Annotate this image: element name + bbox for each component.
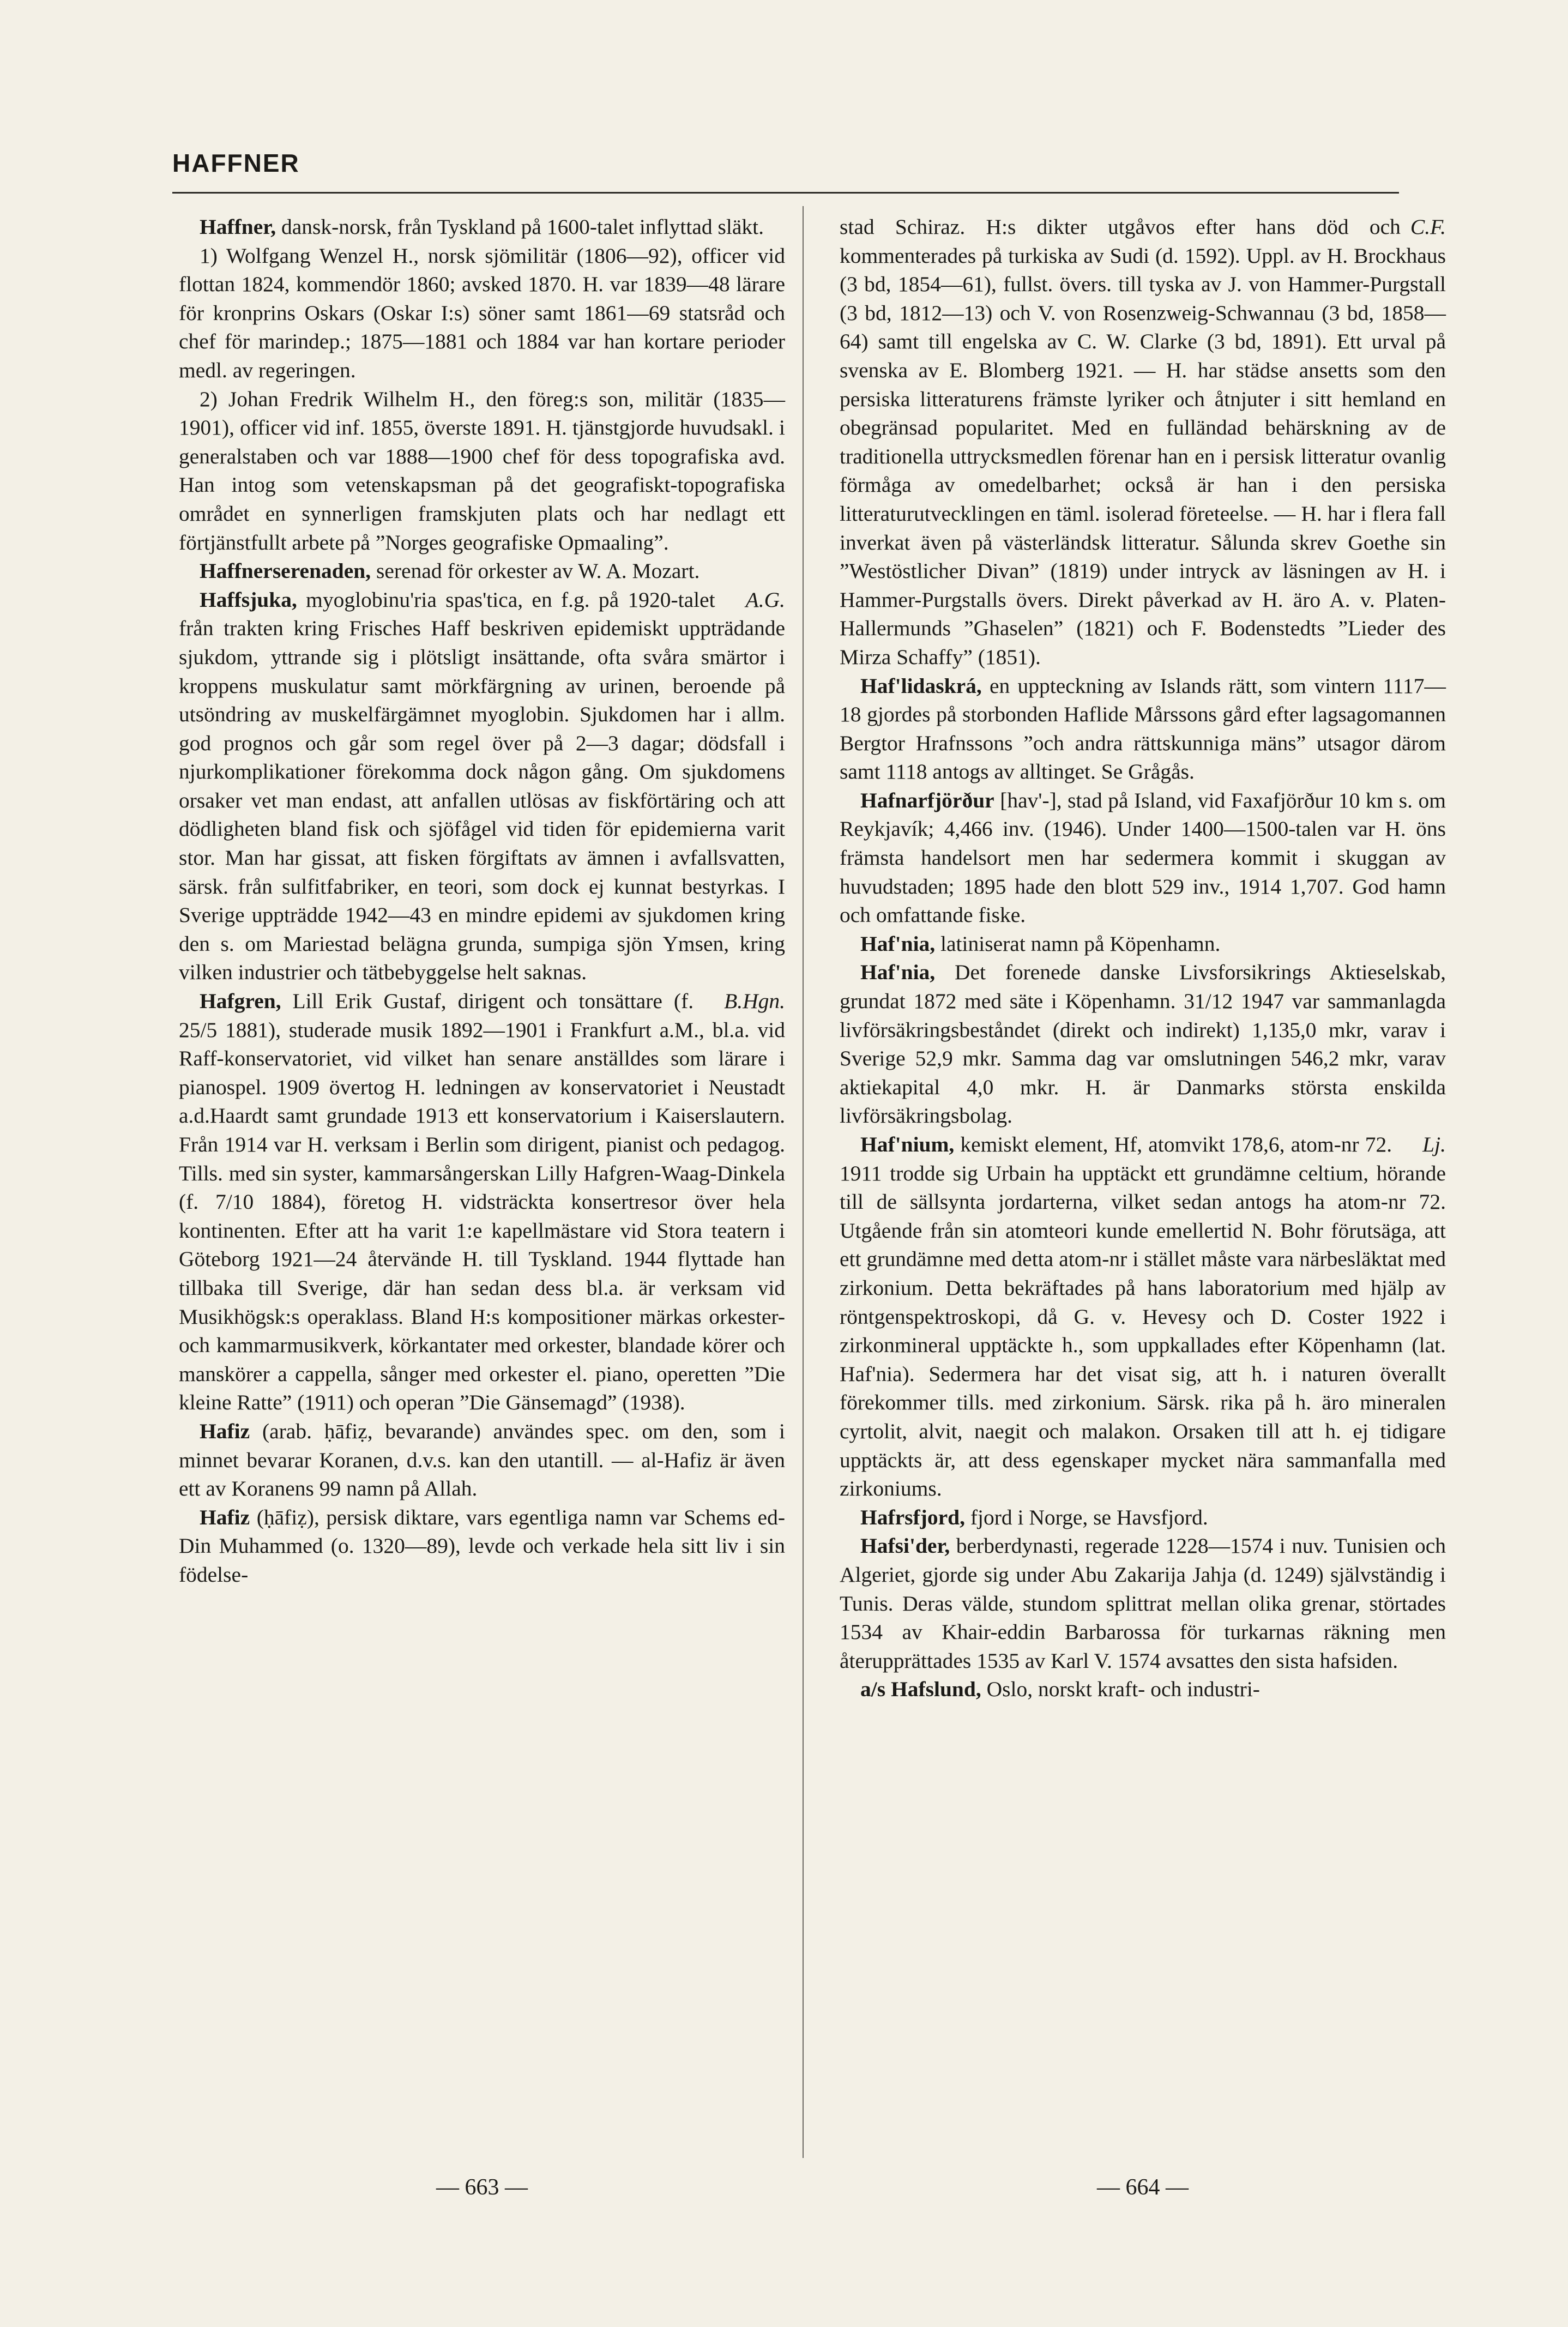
entry-text: stad Schiraz. H:s dikter utgåvos efter hans död och kommenterades på turkiska av Sudi (d. 1592). Uppl. av H. Brockhaus (3 bd, 1854—61), fullst. övers. till tyska av J. von Hammer-Purgstall (3 bd, 1812—13) och V. von Rosenzweig-Schwannau (3 bd, 1858—64) samt till engelska av C. W. Clarke (3 bd, 1891). Ett urval på svenska av E. Blomberg 1921. — H. har städse ansetts som den persiska litteraturens främste lyriker och åtnjuter i sitt hemland en obegränsad popularitet. Med en fulländad behärskning av de traditionella uttrycksmedlen förenar han en i persisk litteratur ovanlig förmåga av omedelbarhet; också är han i den persiska litteraturutvecklingen en täml. isolerad företeelse. — H. har i flera fall inverkat även på västerländsk litteratur. Sålunda skrev Goethe sin ”Westöstlicher Divan” (1819) under intryck av läsningen av H. i Hammer-Purgstalls övers. Direkt påverkad av H. äro A. v. Platen-Hallermunds ”Ghaselen” (1821) och F. Bodenstedts ”Lieder des Mirza Schaffy” (1851). — [840, 215, 1446, 669]
entry-text: Oslo, norskt kraft- och industri- — [981, 1677, 1260, 1702]
page-number-right: — 664 — — [1097, 2175, 1189, 2200]
entry-text: en uppteckning av Islands rätt, som vintern 1117—18 gjordes på storbonden Haflide Mårssons gård efter lagsagomannen Bergtor Hrafnssons ”och andra rättskunniga mäns” utsagor därom samt 1118 antogs av alltinget. Se Grågås. — [840, 673, 1446, 784]
running-head: HAFFNER — [172, 149, 300, 177]
entry-paragraph — [840, 1532, 1446, 1675]
headword: Haffnerserenaden, — [200, 559, 371, 583]
headword: Haf'lidaskrá, — [860, 673, 982, 698]
headword: Haf'nia, — [860, 931, 936, 956]
entry-paragraph — [840, 1675, 1446, 1704]
entry-text: serenad för orkester av W. A. Mozart. — [371, 559, 700, 583]
entry-paragraph — [840, 672, 1446, 786]
entry-paragraph — [179, 586, 785, 987]
headword: a/s Hafslund, — [860, 1677, 981, 1702]
headword: Haf'nia, — [860, 960, 936, 985]
entry-paragraph — [179, 385, 785, 557]
headword: Hafiz — [200, 1419, 250, 1443]
entry-paragraph — [179, 213, 785, 242]
left-column — [179, 213, 785, 1589]
headword: Haf'nium, — [860, 1132, 955, 1156]
entry-paragraph — [179, 1417, 785, 1503]
entry-paragraph — [840, 786, 1446, 930]
entry-paragraph — [179, 987, 785, 1417]
entry-paragraph — [840, 1130, 1446, 1503]
entry-text: latiniserat namn på Köpenhamn. — [935, 931, 1221, 956]
headword: Hafgren, — [200, 989, 281, 1014]
entry-paragraph — [840, 213, 1446, 672]
entry-text: dansk-norsk, från Tyskland på 1600-talet inflyttad släkt. — [276, 215, 764, 239]
page-number-left: — 663 — — [436, 2175, 528, 2200]
right-column — [840, 213, 1446, 1704]
column-divider — [803, 206, 804, 2158]
entry-paragraph — [179, 557, 785, 586]
entry-text: Lill Erik Gustaf, dirigent och tonsättare (f. 25/5 1881), studerade musik 1892—1901 i Frankfurt a.M., bl.a. vid Raff-konservatoriet, vid vilket han senare anställdes som lärare i pianospel. 1909 övertog H. ledningen av konservatoriet i Neustadt a.d.Haardt samt grundade 1913 ett konservatorium i Kaiserslautern. Från 1914 var H. verksam i Berlin som dirigent, pianist och pedagog. Tills. med sin syster, kammarsångerskan Lilly Hafgren-Waag-Dinkela (f. 7/10 1884), företog H. vidsträckta konsertresor över hela kontinenten. Efter att ha varit 1:e kapellmästare vid Stora teatern i Göteborg 1921—24 återvände H. till Tyskland. 1944 flyttade han tillbaka till Sverige, där han sedan dess bl.a. är verksam vid Musikhögsk:s operaklass. Bland H:s kompositioner märkas orkester- och kammarmusikverk, körkantater med orkester, blandade körer och manskörer a cappella, sånger med orkester el. piano, operetten ”Die kleine Ratte” (1911) och operan ”Die Gänsemagd” (1938). — [179, 989, 785, 1415]
headword: Haffsjuka, — [200, 587, 297, 612]
author-signature: Lj. — [1422, 1132, 1446, 1156]
entry-text: (ḥāfiẓ), persisk diktare, vars egentliga namn var Schems ed-Din Muhammed (o. 1320—89), levde och verkade hela sitt liv i sin födelse- — [179, 1505, 785, 1587]
entry-text: Det forenede danske Livsforsikrings Aktieselskab, grundat 1872 med säte i Köpenhamn. 31/12 1947 var sammanlagda livförsäkringsbeståndet (direkt och indirekt) 1,135,0 mkr, varav i Sverige 52,9 mkr. Samma dag var omslutningen 546,2 mkr, varav aktiekapital 4,0 mkr. H. är Danmarks största enskilda livförsäkringsbolag. — [840, 960, 1446, 1128]
headword: Hafrsfjord, — [860, 1505, 965, 1529]
header-rule — [172, 192, 1399, 194]
entry-paragraph — [840, 958, 1446, 1130]
entry-paragraph — [840, 930, 1446, 958]
entry-text: 1) Wolfgang Wenzel H., norsk sjömilitär (1806—92), officer vid flottan 1824, kommendör 1860; avsked 1870. H. var 1839—48 lärare för kronprins Oskars (Oskar I:s) söner samt 1861—69 statsråd och chef för marindep.; 1875—1881 och 1884 var han kortare perioder medl. av regeringen. — [179, 243, 785, 382]
entry-text: (arab. ḥāfiẓ, bevarande) användes spec. om den, som i minnet bevarar Koranen, d.v.s. kan den utantill. — al-Hafiz är även ett av Koranens 99 namn på Allah. — [179, 1419, 785, 1501]
entry-text: fjord i Norge, se Havsfjord. — [964, 1505, 1208, 1529]
entry-text: [hav'-], stad på Island, vid Faxafjörður 10 km s. om Reykjavík; 4,466 inv. (1946). Under 1400—1500-talen var H. öns främsta handelsort men har sedermera kommit i skuggan av huvudstaden; 1895 hade den blott 529 inv., 1914 1,707. God hamn och omfattande fiske. — [840, 788, 1446, 927]
entry-paragraph — [840, 1503, 1446, 1532]
author-signature: B.Hgn. — [724, 989, 785, 1014]
entry-text: 2) Johan Fredrik Wilhelm H., den föreg:s son, militär (1835—1901), officer vid inf. 1855, överste 1891. H. tjänstgjorde huvudsakl. i generalstaben och var 1888—1900 chef för dess topografiska avd. Han intog som vetenskapsman på det geografiskt-topografiska området en synnerligen framskjuten plats och har nedlagt ett förtjänstfullt arbete på ”Norges geografiske Opmaaling”. — [179, 387, 785, 554]
headword: Hafsi'der, — [860, 1534, 950, 1558]
author-signature: C.F. — [1410, 215, 1446, 239]
headword: Haffner, — [200, 215, 276, 239]
headword: Hafiz — [200, 1505, 250, 1529]
entry-paragraph — [179, 242, 785, 385]
author-signature: A.G. — [745, 587, 785, 612]
entry-text: berberdynasti, regerade 1228—1574 i nuv. Tunisien och Algeriet, gjorde sig under Abu Zakarija Jahja (d. 1249) självständig i Tunis. Deras välde, stundom splittrat mellan olika grenar, störtades 1534 av Khair-eddin Barbarossa för turkarnas räkning men återupprättades 1535 av Karl V. 1574 avsattes den sista hafsiden. — [840, 1534, 1446, 1673]
entry-text: myoglobinu'ria spas'tica, en f.g. på 1920-talet från trakten kring Frisches Haff beskriven epidemiskt uppträdande sjukdom, yttrande sig i plötsligt insättande, ofta svåra smärtor i kroppens muskulatur samt mörkfärgning av urinen, beroende på utsöndring av muskelfärgämnet myoglobin. Sjukdomen har i allm. god prognos och går som regel över på 2—3 dagar; dödsfall i njurkomplikationer förekomma dock någon gång. Om sjukdomens orsaker vet man endast, att anfallen utlösas av fiskförtäring och att dödligheten bland fisk och sjöfågel vid tiden för epidemierna varit stor. Man har gissat, att fisken förgiftats av ämnen i avfallsvatten, särsk. från sulfitfabriker, en teori, som dock ej kunnat bestyrkas. I Sverige uppträdde 1942—43 en mindre epidemi av sjukdomen kring den s. om Mariestad belägna grunda, sumpiga sjön Ymsen, kring vilken industrier och tätbebyggelse helt saknas. — [179, 587, 785, 985]
entry-text: kemiskt element, Hf, atomvikt 178,6, atom-nr 72. 1911 trodde sig Urbain ha upptäckt ett grundämne celtium, hörande till de sällsynta jordarterna, vilket sedan antogs ha atom-nr 72. Utgående från sin atomteori kunde emellertid N. Bohr förutsäga, att ett grundämne med detta atom-nr i stället måste vara närbesläktat med zirkonium. Detta bekräftades på hans laboratorium med hjälp av röntgenspektroskopi, då G. v. Hevesy och D. Coster 1922 i zirkonmineral upptäckte h., som uppkallades efter Köpenhamn (lat. Haf'nia). Sedermera har det visat sig, att h. i naturen överallt förekommer tills. med zirkonium. Särsk. rika på h. äro mineralen cyrtolit, alvit, naegit och malakon. Orsaken till att h. ej tidigare upptäckts är, att dess egenskaper mycket nära sammanfalla med zirkoniums. — [840, 1132, 1446, 1501]
entry-paragraph — [179, 1503, 785, 1589]
headword: Hafnarfjörður — [860, 788, 994, 812]
